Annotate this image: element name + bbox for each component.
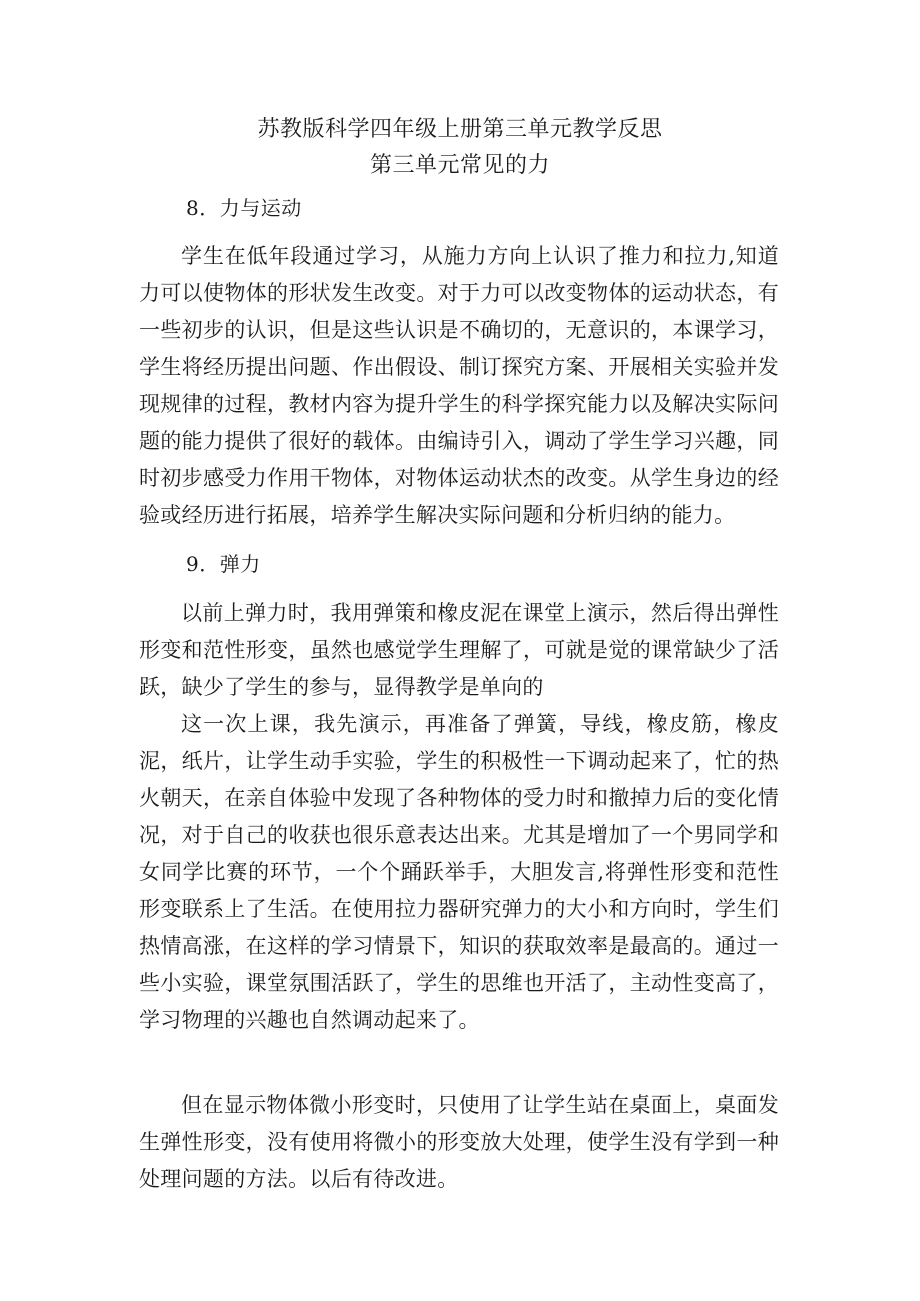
document-title: 苏教版科学四年级上册第三单元教学反思 [257,117,663,142]
section-paragraph: 以前上弹力时，我用弹策和橡皮泥在课堂上演示，然后得出弹性形变和范性形变，虽然也感觉学生理解了，可就是觉的课常缺少了活跃，缺少了学生的参与，显得教学是单向的 [139,601,779,699]
section-paragraph: 学生在低年段通过学习，从施力方向上认识了推力和拉力,知道力可以使物体的形状发生改变。对于力可以改变物体的运动状态，有一些初步的认识，但是这些认识是不确切的，无意识的，本课学习，学生将经历提出问题、作出假设、制订探究方案、开展相关实验并发现规律的过程，教材内容为提升学生的科学探究能力以及解决实际问题的能力提供了很好的载体。由编诗引入，调动了学生学习兴趣，同时初步感受力作用干物体，对物体运动状杰的改变。从学生身边的经验或经历进行拓展，培养学生解决实际问题和分析归纳的能力。 [139,244,779,527]
document-subtitle: 第三单元常见的力 [369,153,550,178]
section-paragraph: 这一次上课，我先演示，再准备了弹簧，导线，橡皮筋，橡皮泥，纸片，让学生动手实验，学生的积极性一下调动起来了，忙的热火朝天，在亲自体验中发现了各种物体的受力时和撤掉力后的变化情况，对于自己的收获也很乐意表达出来。尤其是增加了一个男同学和女同学比赛的环节，一个个踊跃举手，大胆发言,将弹性形变和范性形变联系上了生活。在使用拉力器研究弹力的大小和方向时，学生们热情高涨，在这样的学习情景下，知识的获取效率是最高的。通过一些小实验，课堂氛围活跃了，学生的思维也开活了，主动性变高了，学习物理的兴趣也自然调动起来了。 [139,712,779,1032]
section-heading-elastic-force: 9．弹力 [186,552,261,576]
section-heading-force-and-motion: 8．力与运动 [186,196,302,220]
section-paragraph: 但在显示物体微小形变时，只使用了让学生站在桌面上，桌面发生弹性形变，没有使用将微小的形变放大处理，使学生没有学到一种处理问题的方法。以后有待改进。 [139,1093,779,1191]
